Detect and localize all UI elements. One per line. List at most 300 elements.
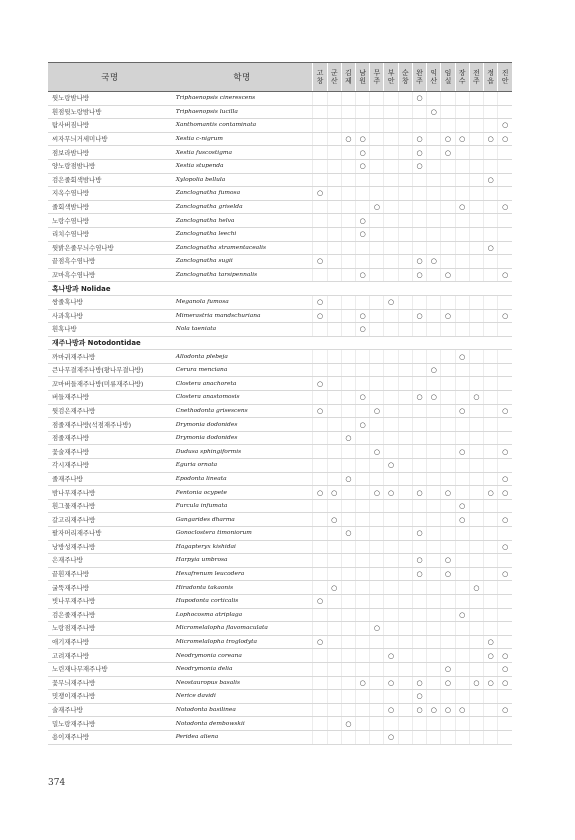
- region-cell: [412, 540, 426, 554]
- region-cell: [370, 730, 384, 744]
- region-cell: [327, 622, 341, 636]
- occurrence-mark: ○: [441, 567, 455, 581]
- table-row: [48, 431, 512, 445]
- region-cell: [455, 690, 469, 704]
- header-region-char: 주: [416, 77, 423, 85]
- table-row: [48, 159, 512, 173]
- region-cell: [427, 431, 441, 445]
- occurrence-mark: ○: [384, 649, 398, 663]
- region-cell: [341, 241, 355, 255]
- region-cell: [341, 540, 355, 554]
- scientific-name-cell: Nola taeniata: [172, 323, 313, 337]
- region-cell: [427, 513, 441, 527]
- region-cell: [327, 227, 341, 241]
- table-row: [48, 513, 512, 527]
- region-cell: [384, 513, 398, 527]
- region-cell: [327, 404, 341, 418]
- region-cell: [398, 662, 412, 676]
- region-cell: [441, 690, 455, 704]
- region-cell: [384, 662, 398, 676]
- korean-name-cell: 꼬마흑수염나방: [48, 268, 172, 282]
- region-cell: [313, 119, 327, 133]
- region-cell: [327, 377, 341, 391]
- scientific-name-cell: Dudusa sphingiformis: [172, 445, 313, 459]
- table-row: [48, 594, 512, 608]
- table-row: [48, 703, 512, 717]
- region-cell: [412, 241, 426, 255]
- region-cell: [370, 323, 384, 337]
- region-cell: [370, 119, 384, 133]
- region-cell: [412, 649, 426, 663]
- region-cell: [370, 594, 384, 608]
- region-cell: [370, 173, 384, 187]
- region-cell: [327, 459, 341, 473]
- region-cell: [370, 418, 384, 432]
- korean-name-cell: 고려재주나방: [48, 649, 172, 663]
- region-cell: [427, 377, 441, 391]
- scientific-name-cell: Eguria ornata: [172, 459, 313, 473]
- region-cell: [427, 445, 441, 459]
- region-cell: [341, 377, 355, 391]
- table-row: [48, 323, 512, 337]
- region-cell: [455, 187, 469, 201]
- region-cell: [427, 486, 441, 500]
- region-cell: [412, 431, 426, 445]
- occurrence-mark: ○: [313, 635, 327, 649]
- region-cell: [455, 391, 469, 405]
- region-cell: [412, 173, 426, 187]
- header-region-char: 무: [373, 68, 381, 77]
- region-cell: [356, 92, 370, 106]
- region-cell: [412, 105, 426, 119]
- region-cell: [484, 418, 498, 432]
- region-cell: [498, 295, 512, 309]
- region-cell: [469, 377, 483, 391]
- region-cell: [327, 418, 341, 432]
- scientific-name-cell: Zanclognatha leechi: [172, 227, 313, 241]
- occurrence-mark: ○: [370, 404, 384, 418]
- region-cell: [484, 459, 498, 473]
- occurrence-mark: ○: [313, 295, 327, 309]
- header-region-5: [384, 63, 398, 92]
- region-cell: [356, 608, 370, 622]
- region-cell: [455, 241, 469, 255]
- region-cell: [327, 241, 341, 255]
- region-cell: [370, 350, 384, 364]
- region-cell: [327, 662, 341, 676]
- occurrence-mark: ○: [498, 486, 512, 500]
- region-cell: [427, 499, 441, 513]
- region-cell: [370, 105, 384, 119]
- region-cell: [327, 676, 341, 690]
- region-cell: [341, 309, 355, 323]
- region-cell: [341, 214, 355, 228]
- region-cell: [441, 92, 455, 106]
- region-cell: [313, 649, 327, 663]
- section-header-row: [48, 282, 512, 296]
- region-cell: [327, 146, 341, 160]
- region-cell: [356, 499, 370, 513]
- region-cell: [327, 323, 341, 337]
- region-cell: [412, 323, 426, 337]
- region-cell: [441, 119, 455, 133]
- occurrence-mark: ○: [313, 377, 327, 391]
- occurrence-mark: ○: [484, 676, 498, 690]
- region-cell: [484, 214, 498, 228]
- region-cell: [427, 187, 441, 201]
- occurrence-mark: ○: [441, 309, 455, 323]
- occurrence-mark: ○: [498, 268, 512, 282]
- page-number: 374: [48, 778, 66, 788]
- region-cell: [484, 499, 498, 513]
- occurrence-mark: ○: [412, 159, 426, 173]
- region-cell: [313, 662, 327, 676]
- region-cell: [441, 594, 455, 608]
- region-cell: [398, 173, 412, 187]
- region-cell: [370, 499, 384, 513]
- header-region-char: 장: [458, 68, 466, 77]
- region-cell: [455, 540, 469, 554]
- region-cell: [356, 622, 370, 636]
- region-cell: [469, 730, 483, 744]
- region-cell: [455, 676, 469, 690]
- korean-name-cell: 검은줄재주나방: [48, 608, 172, 622]
- region-cell: [384, 554, 398, 568]
- region-cell: [469, 323, 483, 337]
- region-cell: [484, 309, 498, 323]
- region-cell: [469, 227, 483, 241]
- region-cell: [384, 187, 398, 201]
- region-cell: [356, 200, 370, 214]
- region-cell: [313, 676, 327, 690]
- region-cell: [469, 132, 483, 146]
- region-cell: [398, 377, 412, 391]
- region-cell: [341, 730, 355, 744]
- region-cell: [341, 690, 355, 704]
- scientific-name-cell: Mimerastria mandschuriana: [172, 309, 313, 323]
- region-cell: [398, 445, 412, 459]
- korean-name-cell: 애기재주나방: [48, 635, 172, 649]
- region-cell: [384, 214, 398, 228]
- region-cell: [484, 567, 498, 581]
- occurrence-mark: ○: [356, 309, 370, 323]
- korean-name-cell: 큰나무결재주나방(왕나무결나방): [48, 363, 172, 377]
- region-cell: [356, 431, 370, 445]
- table-row: [48, 472, 512, 486]
- region-cell: [313, 268, 327, 282]
- occurrence-mark: ○: [341, 132, 355, 146]
- korean-name-cell: 밋쟁이재주나방: [48, 690, 172, 704]
- occurrence-mark: ○: [498, 662, 512, 676]
- region-cell: [484, 350, 498, 364]
- region-cell: [384, 268, 398, 282]
- region-cell: [398, 309, 412, 323]
- header-region-char: 창: [316, 77, 324, 85]
- region-cell: [341, 200, 355, 214]
- region-cell: [313, 703, 327, 717]
- region-cell: [313, 105, 327, 119]
- table-body: [48, 92, 512, 745]
- region-cell: [398, 241, 412, 255]
- region-cell: [356, 635, 370, 649]
- occurrence-mark: ○: [313, 255, 327, 269]
- region-cell: [398, 295, 412, 309]
- region-cell: [356, 513, 370, 527]
- region-cell: [469, 527, 483, 541]
- region-cell: [412, 445, 426, 459]
- region-cell: [313, 690, 327, 704]
- region-cell: [370, 132, 384, 146]
- region-cell: [498, 173, 512, 187]
- korean-name-cell: 뒷노랑밤나방: [48, 92, 172, 106]
- region-cell: [484, 513, 498, 527]
- korean-name-cell: 밀노랑재주나방: [48, 717, 172, 731]
- region-cell: [356, 445, 370, 459]
- header-region-13: [498, 63, 512, 92]
- korean-name-cell: 버들재주나방: [48, 391, 172, 405]
- header-region-char: 임: [444, 68, 452, 77]
- occurrence-mark: ○: [313, 187, 327, 201]
- region-cell: [313, 730, 327, 744]
- occurrence-mark: ○: [412, 391, 426, 405]
- region-cell: [370, 295, 384, 309]
- occurrence-mark: ○: [384, 295, 398, 309]
- region-cell: [427, 404, 441, 418]
- occurrence-mark: ○: [455, 445, 469, 459]
- region-cell: [384, 622, 398, 636]
- table-row: [48, 717, 512, 731]
- region-cell: [356, 662, 370, 676]
- scientific-name-cell: Hupodonta corticalis: [172, 594, 313, 608]
- region-cell: [412, 594, 426, 608]
- region-cell: [398, 132, 412, 146]
- occurrence-mark: ○: [412, 527, 426, 541]
- region-cell: [427, 676, 441, 690]
- species-table-container: [48, 62, 512, 745]
- region-cell: [384, 690, 398, 704]
- region-cell: [398, 350, 412, 364]
- korean-name-cell: 꽃술재주나방: [48, 445, 172, 459]
- occurrence-mark: ○: [356, 227, 370, 241]
- region-cell: [469, 717, 483, 731]
- region-cell: [455, 92, 469, 106]
- occurrence-mark: ○: [455, 608, 469, 622]
- table-row: [48, 173, 512, 187]
- occurrence-mark: ○: [356, 132, 370, 146]
- occurrence-mark: ○: [412, 92, 426, 106]
- region-cell: [441, 472, 455, 486]
- region-cell: [412, 513, 426, 527]
- header-region-char: 주: [373, 77, 381, 85]
- scientific-name-cell: Zanclognatha tarsipennalis: [172, 268, 313, 282]
- region-cell: [441, 540, 455, 554]
- region-cell: [498, 255, 512, 269]
- scientific-name-cell: Cnethodonta grisescens: [172, 404, 313, 418]
- region-cell: [427, 323, 441, 337]
- region-cell: [484, 159, 498, 173]
- region-cell: [341, 391, 355, 405]
- region-cell: [469, 187, 483, 201]
- region-cell: [484, 445, 498, 459]
- region-cell: [327, 295, 341, 309]
- region-cell: [313, 363, 327, 377]
- region-cell: [427, 241, 441, 255]
- header-region-char: 남: [359, 68, 367, 77]
- region-cell: [484, 472, 498, 486]
- region-cell: [455, 472, 469, 486]
- region-cell: [384, 200, 398, 214]
- region-cell: [341, 622, 355, 636]
- korean-name-cell: 꽃무늬재주나방: [48, 676, 172, 690]
- region-cell: [370, 608, 384, 622]
- region-cell: [498, 608, 512, 622]
- region-cell: [384, 132, 398, 146]
- table-row: [48, 418, 512, 432]
- region-cell: [398, 527, 412, 541]
- header-region-char: 전: [473, 68, 480, 77]
- occurrence-mark: ○: [484, 486, 498, 500]
- region-cell: [455, 119, 469, 133]
- region-cell: [398, 146, 412, 160]
- region-cell: [384, 431, 398, 445]
- region-cell: [412, 581, 426, 595]
- header-region-0: [313, 63, 327, 92]
- region-cell: [384, 309, 398, 323]
- region-cell: [313, 173, 327, 187]
- region-cell: [427, 119, 441, 133]
- region-cell: [498, 717, 512, 731]
- header-region-char: 완: [416, 68, 423, 77]
- occurrence-mark: ○: [427, 703, 441, 717]
- header-region-6: [398, 63, 412, 92]
- region-cell: [498, 581, 512, 595]
- region-cell: [469, 513, 483, 527]
- region-cell: [327, 527, 341, 541]
- region-cell: [484, 730, 498, 744]
- region-cell: [384, 119, 398, 133]
- korean-name-cell: 갈고리재주나방: [48, 513, 172, 527]
- region-cell: [398, 418, 412, 432]
- korean-name-cell: 용이재주나방: [48, 730, 172, 744]
- occurrence-mark: ○: [356, 323, 370, 337]
- region-cell: [427, 594, 441, 608]
- occurrence-mark: ○: [313, 309, 327, 323]
- header-region-char: 읍: [487, 77, 494, 85]
- region-cell: [427, 690, 441, 704]
- occurrence-mark: ○: [441, 132, 455, 146]
- region-cell: [469, 146, 483, 160]
- occurrence-mark: ○: [412, 690, 426, 704]
- occurrence-mark: ○: [341, 527, 355, 541]
- header-region-8: [427, 63, 441, 92]
- region-cell: [412, 472, 426, 486]
- table-row: [48, 567, 512, 581]
- occurrence-mark: ○: [441, 554, 455, 568]
- region-cell: [313, 445, 327, 459]
- scientific-name-cell: Gonoclostera timoniorum: [172, 527, 313, 541]
- region-cell: [498, 730, 512, 744]
- region-cell: [441, 159, 455, 173]
- region-cell: [498, 527, 512, 541]
- region-cell: [412, 377, 426, 391]
- region-cell: [370, 649, 384, 663]
- region-cell: [484, 323, 498, 337]
- region-cell: [327, 635, 341, 649]
- header-region-char: 실: [444, 77, 452, 85]
- region-cell: [469, 499, 483, 513]
- region-cell: [469, 119, 483, 133]
- region-cell: [370, 662, 384, 676]
- region-cell: [384, 363, 398, 377]
- region-cell: [441, 391, 455, 405]
- header-region-char: 진: [501, 68, 509, 77]
- korean-name-cell: 탐사버짐나방: [48, 119, 172, 133]
- region-cell: [370, 227, 384, 241]
- region-cell: [498, 635, 512, 649]
- region-cell: [384, 92, 398, 106]
- region-cell: [398, 554, 412, 568]
- occurrence-mark: ○: [484, 241, 498, 255]
- header-region-char: 주: [473, 77, 480, 85]
- occurrence-mark: ○: [441, 662, 455, 676]
- table-row: [48, 622, 512, 636]
- region-cell: [327, 309, 341, 323]
- table-row: [48, 132, 512, 146]
- region-cell: [384, 350, 398, 364]
- region-cell: [370, 255, 384, 269]
- region-cell: [384, 540, 398, 554]
- scientific-name-cell: Gangarides dharma: [172, 513, 313, 527]
- region-cell: [341, 703, 355, 717]
- region-cell: [398, 730, 412, 744]
- region-cell: [384, 227, 398, 241]
- occurrence-mark: ○: [498, 119, 512, 133]
- region-cell: [484, 431, 498, 445]
- region-cell: [455, 635, 469, 649]
- scientific-name-cell: Fentonia ocypete: [172, 486, 313, 500]
- korean-name-cell: 흰혹나방: [48, 323, 172, 337]
- table-row: [48, 581, 512, 595]
- region-cell: [441, 499, 455, 513]
- region-cell: [313, 513, 327, 527]
- region-cell: [469, 594, 483, 608]
- region-cell: [441, 377, 455, 391]
- occurrence-mark: ○: [313, 404, 327, 418]
- region-cell: [484, 187, 498, 201]
- table-row: [48, 404, 512, 418]
- occurrence-mark: ○: [412, 554, 426, 568]
- korean-name-cell: 술재주나방: [48, 703, 172, 717]
- table-row: [48, 676, 512, 690]
- region-cell: [313, 554, 327, 568]
- region-cell: [327, 187, 341, 201]
- scientific-name-cell: Zanclognatha stramentacealis: [172, 241, 313, 255]
- region-cell: [384, 472, 398, 486]
- scientific-name-cell: Notodonta dembowskii: [172, 717, 313, 731]
- region-cell: [441, 241, 455, 255]
- region-cell: [427, 132, 441, 146]
- region-cell: [469, 159, 483, 173]
- region-cell: [370, 717, 384, 731]
- scientific-name-cell: Xanthomantis contaminata: [172, 119, 313, 133]
- region-cell: [469, 608, 483, 622]
- region-cell: [327, 445, 341, 459]
- table-row: [48, 227, 512, 241]
- scientific-name-cell: Lophocosma atriplaga: [172, 608, 313, 622]
- korean-name-cell: 은재주나방: [48, 554, 172, 568]
- region-cell: [356, 594, 370, 608]
- region-cell: [469, 703, 483, 717]
